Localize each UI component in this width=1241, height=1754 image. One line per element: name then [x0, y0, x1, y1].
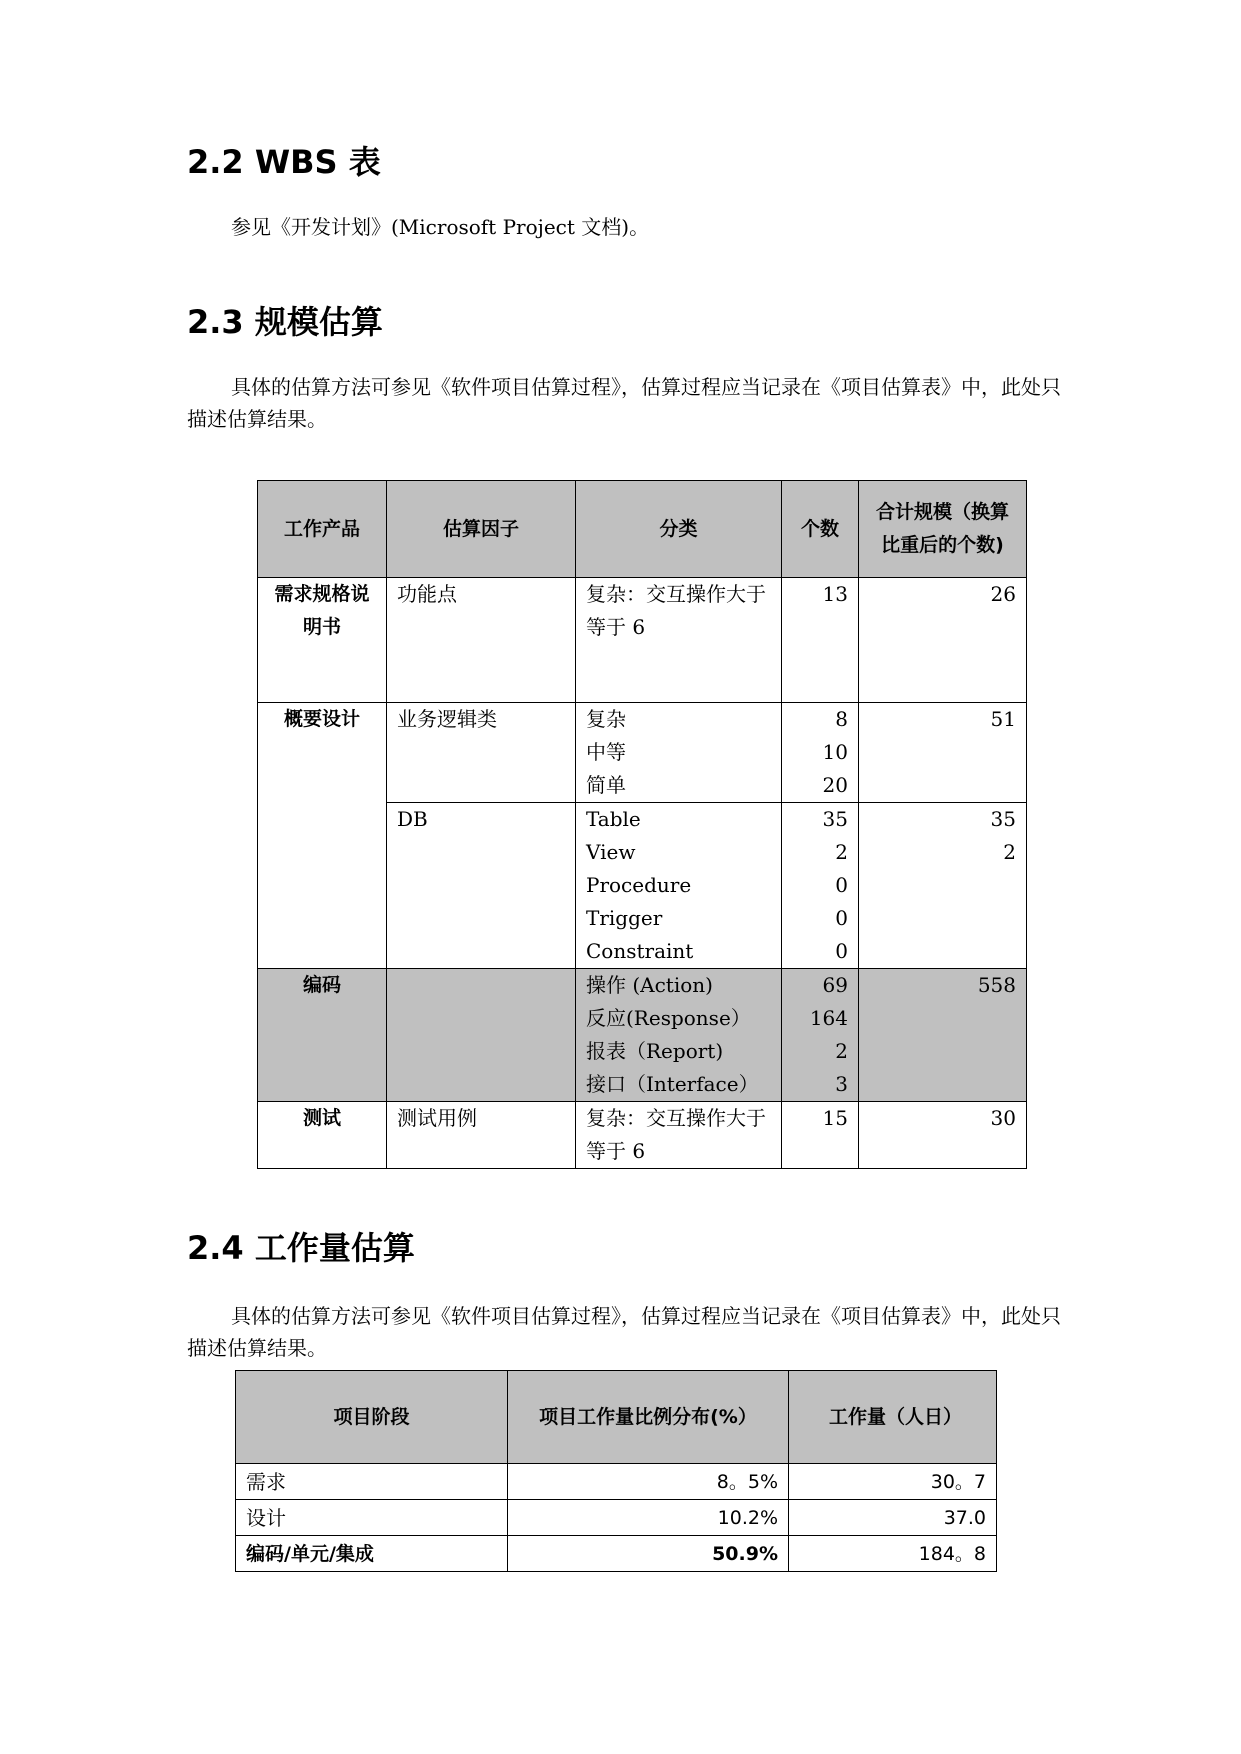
cell-factor: 测试用例	[387, 1102, 576, 1169]
table-header-row	[258, 481, 1027, 578]
cell-category-list	[576, 703, 782, 803]
header-phase: 项目阶段	[236, 1371, 508, 1464]
cell-category-list	[576, 803, 782, 969]
cell-ratio: 10.2%	[508, 1500, 789, 1536]
cell-ratio: 8。5%	[508, 1464, 789, 1500]
total-item: 2	[1003, 840, 1016, 864]
cell-product: 需求规格说明书	[258, 578, 387, 703]
cell-count: 15	[782, 1102, 859, 1169]
cell-ratio: 50.9%	[508, 1536, 789, 1572]
header-total-size: 合计规模（换算比重后的个数)	[859, 481, 1027, 578]
table-row	[236, 1536, 997, 1572]
cell-count-list	[782, 969, 859, 1102]
category-item: Table	[586, 807, 641, 831]
header-estimate-factor: 估算因子	[387, 481, 576, 578]
count-item: 3	[835, 1072, 848, 1096]
header-count: 个数	[782, 481, 859, 578]
table-row	[258, 703, 1027, 803]
header-work-product: 工作产品	[258, 481, 387, 578]
cell-factor: 功能点	[387, 578, 576, 703]
cell-factor: 业务逻辑类	[387, 703, 576, 803]
size-estimate-table	[257, 480, 1027, 1169]
effort-estimate-table	[235, 1370, 997, 1572]
table-row	[258, 1102, 1027, 1169]
category-item: 中等	[586, 740, 626, 764]
cell-factor	[387, 969, 576, 1102]
cell-count: 13	[782, 578, 859, 703]
header-ratio: 项目工作量比例分布(%）	[508, 1371, 789, 1464]
cell-phase: 编码/单元/集成	[236, 1536, 508, 1572]
header-effort: 工作量（人日）	[789, 1371, 997, 1464]
cell-effort: 30。7	[789, 1464, 997, 1500]
cell-effort: 184。8	[789, 1536, 997, 1572]
category-item: View	[586, 840, 636, 864]
section-title-wbs: 2.2 WBS 表	[187, 143, 381, 181]
count-item: 2	[835, 840, 848, 864]
table-row	[258, 578, 1027, 703]
category-item: Trigger	[586, 906, 663, 930]
count-item: 2	[835, 1039, 848, 1063]
category-item: 复杂	[586, 707, 626, 731]
cell-total: 51	[859, 703, 1027, 803]
table-row	[236, 1500, 997, 1536]
category-item: Constraint	[586, 939, 694, 963]
category-item: 报表（Report)	[586, 1039, 724, 1063]
cell-total: 558	[859, 969, 1027, 1102]
cell-category-list	[576, 969, 782, 1102]
cell-count-list	[782, 703, 859, 803]
count-item: 35	[822, 807, 848, 831]
table-header-row	[236, 1371, 997, 1464]
size-estimate-paragraph: 具体的估算方法可参见《软件项目估算过程》，估算过程应当记录在《项目估算表》中，此处只描述估算结果。	[187, 375, 1061, 431]
count-item: 10	[822, 740, 848, 764]
count-item: 20	[822, 773, 848, 797]
category-item: Procedure	[586, 873, 692, 897]
cell-product: 编码	[258, 969, 387, 1102]
cell-category: 复杂：交互操作大于等于 6	[576, 578, 782, 703]
cell-product: 测试	[258, 1102, 387, 1169]
category-item: 接口（Interface）	[586, 1072, 759, 1096]
cell-total: 30	[859, 1102, 1027, 1169]
count-item: 0	[835, 873, 848, 897]
cell-total: 26	[859, 578, 1027, 703]
category-item: 简单	[586, 773, 626, 797]
count-item: 69	[822, 973, 848, 997]
total-item: 35	[990, 807, 1016, 831]
count-item: 8	[835, 707, 848, 731]
category-item: 操作 (Action)	[586, 973, 713, 997]
cell-effort: 37.0	[789, 1500, 997, 1536]
wbs-paragraph: 参见《开发计划》(Microsoft Project 文档)。	[231, 215, 650, 239]
cell-count-list	[782, 803, 859, 969]
category-item: 反应(Response）	[586, 1006, 751, 1030]
table-row	[258, 969, 1027, 1102]
section-title-size-estimate: 2.3 规模估算	[187, 303, 383, 341]
count-item: 0	[835, 939, 848, 963]
cell-product: 概要设计	[258, 703, 387, 969]
cell-total-list	[859, 803, 1027, 969]
count-item: 0	[835, 906, 848, 930]
cell-category: 复杂：交互操作大于等于 6	[576, 1102, 782, 1169]
cell-phase: 设计	[236, 1500, 508, 1536]
effort-estimate-paragraph: 具体的估算方法可参见《软件项目估算过程》，估算过程应当记录在《项目估算表》中，此处只描述估算结果。	[187, 1304, 1061, 1360]
table-row	[236, 1464, 997, 1500]
cell-factor: DB	[387, 803, 576, 969]
count-item: 164	[809, 1006, 848, 1030]
header-category: 分类	[576, 481, 782, 578]
section-title-effort-estimate: 2.4 工作量估算	[187, 1229, 415, 1267]
cell-phase: 需求	[236, 1464, 508, 1500]
